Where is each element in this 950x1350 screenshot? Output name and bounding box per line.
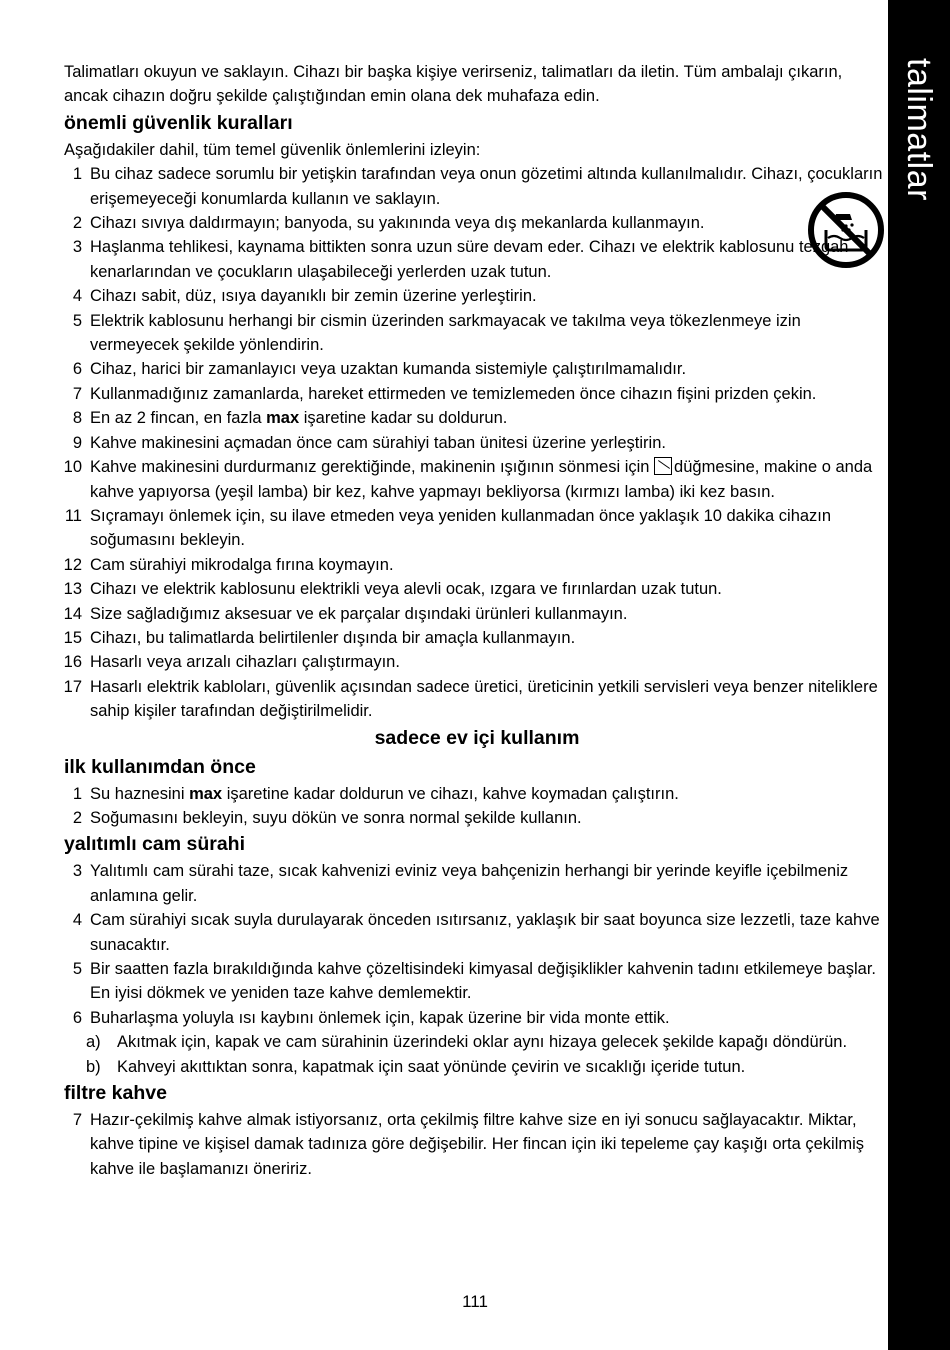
list-item: 17 Hasarlı elektrik kabloları, güvenlik açısından sadece üretici, üreticinin yetkili servisleri veya benzer niteliklere sahip kişiler tarafından değiştirilmelidir. [63, 677, 878, 721]
intro-paragraph: Talimatları okuyun ve saklayın. Cihazı bir başka kişiye verirseniz, talimatları da iletin. Tüm ambalajı çıkarın, ancak cihazın doğru şekilde çalıştığından emin olana dek muhafaza edin. [64, 63, 843, 106]
list-item: 1 Bu cihaz sadece sorumlu bir yetişkin tarafından veya onun gözetimi altında kullanılmalıdır. Cihazı, çocukların erişemeyeceği konumlarda kullanın ve saklayın. [72, 165, 883, 208]
list-item: 2 Cihazı sıvıya daldırmayın; banyoda, su yakınında veya dış mekanlarda kullanmayın. [72, 214, 705, 233]
first-use-heading: ilk kullanımdan önce [64, 755, 256, 778]
list-item: 4 Cam sürahiyi sıcak suyla durulayarak önceden ısıtırsanız, yaklaşık bir saat boyunca size lezzetli, taze kahve sunacaktır. [72, 911, 880, 954]
section-tab [888, 0, 950, 1350]
sub-list-item: b) Kahveyi akıttıktan sonra, kapatmak için saat yönünde çevirin ve sıcaklığı içeride tutun. [86, 1057, 746, 1076]
section-tab-label: talimatlar [900, 58, 938, 201]
list-item: 11 Sıçramayı önlemek için, su ilave etmeden veya yeniden kullanmadan önce yaklaşık 10 dakika cihazın soğumasını bekleyin. [64, 506, 832, 550]
safety-lead: Aşağıdakiler dahil, tüm temel güvenlik önlemlerini izleyin: [64, 140, 481, 159]
list-item: 1 Su haznesini max işaretine kadar doldurun ve cihazı, kahve koymadan çalıştırın. [72, 784, 679, 803]
filter-list [64, 1108, 890, 1181]
sub-list-item: a) Akıtmak için, kapak ve cam sürahinin üzerindeki oklar aynı hizaya gelecek şekilde kapağı döndürün. [86, 1033, 848, 1052]
list-item: 7 Kullanmadığınız zamanlarda, hareket ettirmeden ve temizlemeden önce cihazın fişini prizden çekin. [72, 384, 817, 403]
list-item: 15 Cihazı, bu talimatlarda belirtilenler dışında bir amaçla kullanmayın. [63, 628, 576, 647]
list-item: 5 Bir saatten fazla bırakıldığında kahve çözeltisindeki kimyasal değişiklikler kahvenin tadını etkilemeye başlar. En iyisi dökmek ve yeniden taze kahve demlemektir. [72, 960, 876, 1003]
carafe-heading: yalıtımlı cam sürahi [64, 833, 245, 856]
list-item: 6 Buharlaşma yoluyla ısı kaybını önlemek için, kapak üzerine bir vida monte ettik. [72, 1008, 670, 1027]
page-content [64, 60, 890, 1181]
safety-list [64, 162, 890, 723]
list-item: 6 Cihaz, harici bir zamanlayıcı veya uzaktan kumanda sistemiyle çalıştırılmamalıdır. [72, 360, 687, 379]
page-number: 111 [462, 1292, 488, 1311]
list-item: 13 Cihazı ve elektrik kablosunu elektrikli veya alevli ocak, ızgara ve fırınlardan uzak tutun. [63, 580, 722, 599]
list-item: 3 Haşlanma tehlikesi, kaynama bittikten sonra uzun süre devam eder. Cihazı ve elektrik kablosunu tezgah kenarlarından ve çocukların ulaşabileceği yerlerden uzak tutun. [72, 238, 849, 281]
list-item: 2 Soğumasını bekleyin, suyu dökün ve sonra normal şekilde kullanın. [72, 808, 582, 827]
list-item: 9 Kahve makinesini açmadan önce cam sürahiyi taban ünitesi üzerine yerleştirin. [72, 433, 666, 452]
list-item: 16 Hasarlı veya arızalı cihazları çalıştırmayın. [63, 653, 400, 672]
start-stop-button-icon [654, 457, 672, 475]
list-item: 7 Hazır-çekilmiş kahve almak istiyorsanız, orta çekilmiş filtre kahve size en iyi sonucu sağlayacaktır. Miktar, kahve tipine ve kişisel damak tadınıza göre değişebilir. Her fincan için iki tepeleme çay kaşığı orta çekilmiş kahve ile başlamanızı öneririz. [72, 1111, 865, 1178]
first-use-list [64, 782, 890, 831]
safety-heading: önemli güvenlik kuralları [64, 111, 293, 134]
list-item: 12 Cam sürahiyi mikrodalga fırına koymayın. [63, 555, 394, 574]
household-heading: sadece ev içi kullanım [374, 726, 580, 749]
list-item: 10 Kahve makinesini durdurmanız gerektiğinde, makinenin ışığının sönmesi için düğmesine, makine o anda kahve yapıyorsa (yeşil lamba) bir kez, kahve yapmayı bekliyorsa (kırmızı lamba) iki kez basın. [63, 458, 873, 501]
list-item: 3 Yalıtımlı cam sürahi taze, sıcak kahvenizi eviniz veya bahçenizin herhangi bir yerinde keyifle içebilmeniz anlamına gelir. [72, 862, 849, 905]
list-item: 14 Size sağladığımız aksesuar ve ek parçalar dışındaki ürünleri kullanmayın. [63, 604, 628, 623]
list-item: 8 En az 2 fincan, en fazla max işaretine kadar su doldurun. [72, 409, 508, 428]
list-item: 4 Cihazı sabit, düz, ısıya dayanıklı bir zemin üzerine yerleştirin. [72, 287, 537, 306]
carafe-list [64, 859, 890, 1079]
filter-heading: filtre kahve [64, 1082, 167, 1105]
list-item: 5 Elektrik kablosunu herhangi bir cismin üzerinden sarkmayacak ve takılma veya tökezlenmeye izin vermeyecek şekilde yönlendirin. [72, 311, 801, 355]
